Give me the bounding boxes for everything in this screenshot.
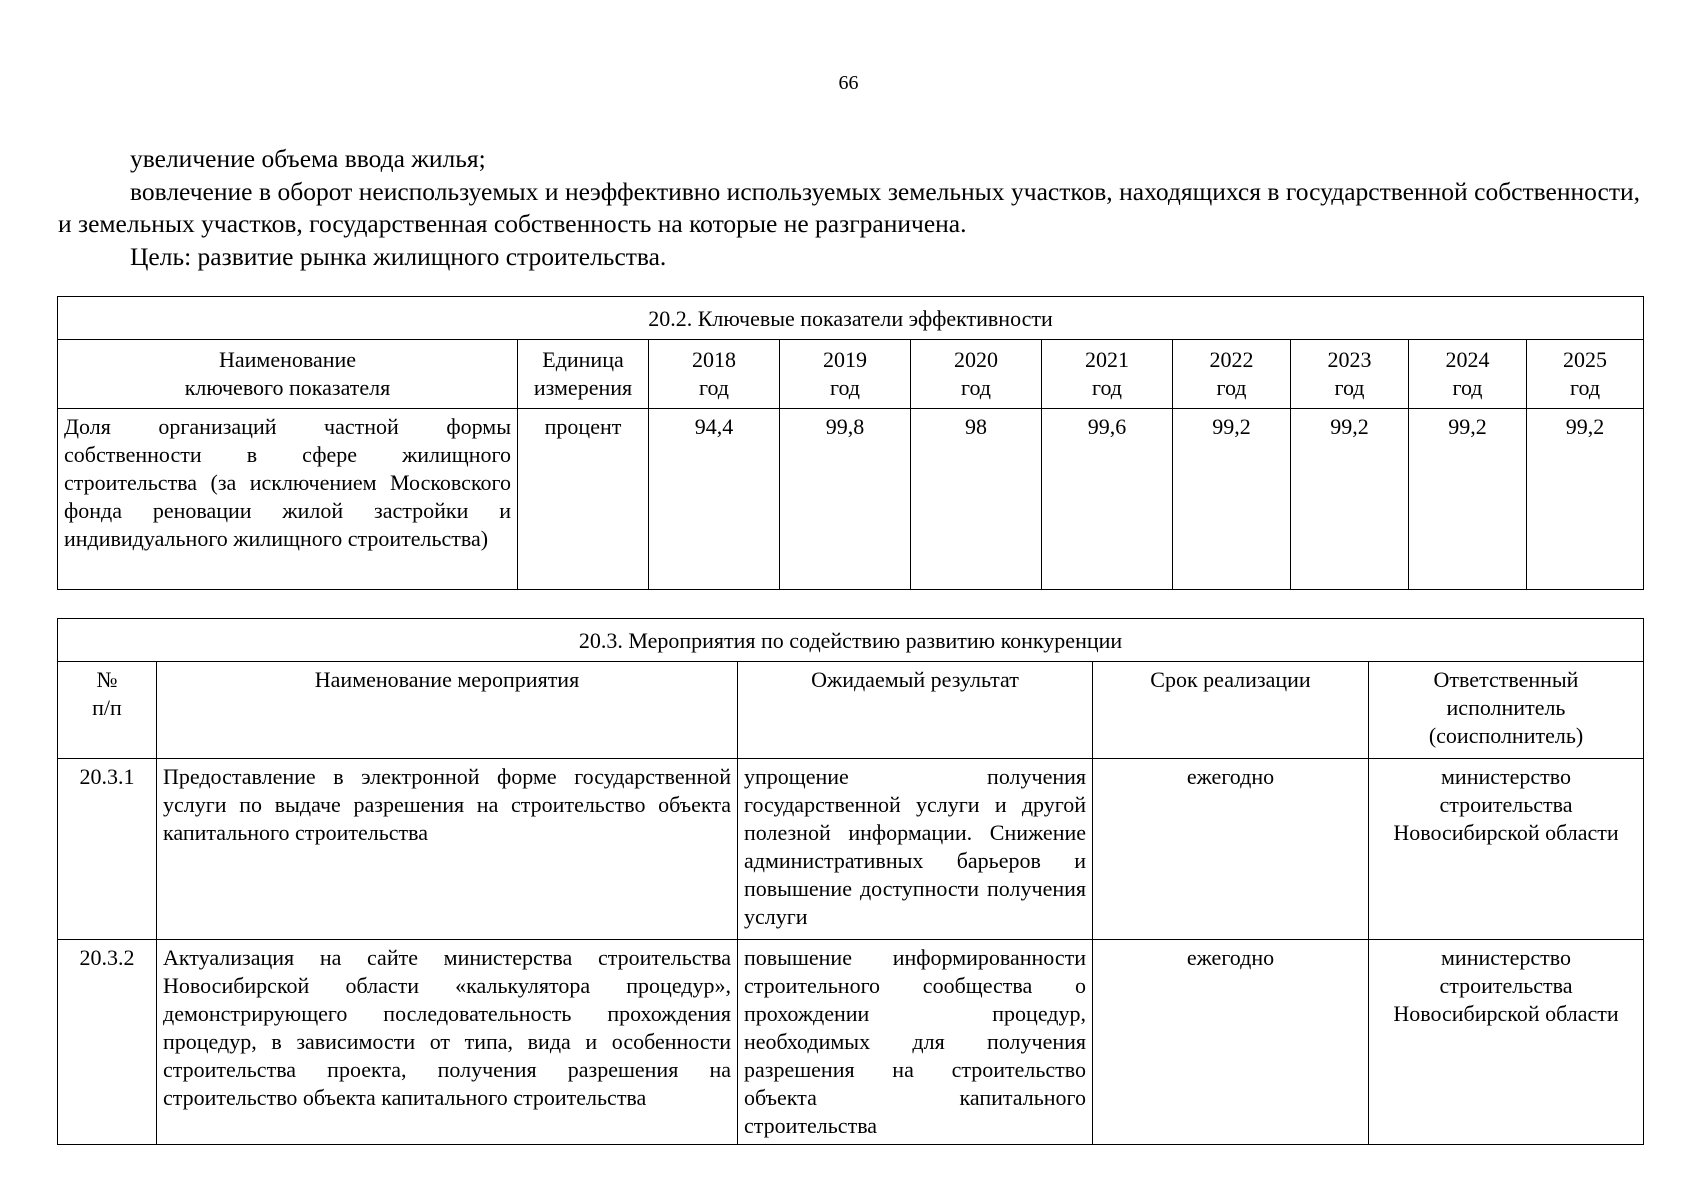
- value-2024-cell: 99,2: [1409, 409, 1527, 590]
- measures-table-caption: 20.3. Мероприятия по содействию развитию конкуренции: [58, 619, 1644, 662]
- kpi-table-header: [58, 340, 1644, 409]
- table-row: [58, 759, 1644, 940]
- indicator-unit-cell: процент: [518, 409, 649, 590]
- expected-result-cell: упрощение получения государственной услуги и другой полезной информации. Снижение административных барьеров и повышение доступности получения услуги: [738, 759, 1093, 940]
- row-number-cell: 20.3.2: [58, 940, 157, 1145]
- header-indicator-name: Наименование ключевого показателя: [58, 340, 518, 409]
- measures-table: [57, 618, 1644, 1145]
- term-cell: ежегодно: [1093, 940, 1369, 1145]
- header-year-2022: 2022 год: [1173, 340, 1291, 409]
- responsible-cell: министерство строительства Новосибирской области: [1369, 759, 1644, 940]
- header-year-2025: 2025 год: [1527, 340, 1644, 409]
- header-year-2024: 2024 год: [1409, 340, 1527, 409]
- header-expected-result: Ожидаемый результат: [738, 662, 1093, 759]
- intro-paragraph-goal: Цель: развитие рынка жилищного строительства.: [130, 241, 667, 271]
- value-2018-cell: 94,4: [649, 409, 780, 590]
- header-unit: Единица измерения: [518, 340, 649, 409]
- header-year-2019: 2019 год: [780, 340, 911, 409]
- page-number: 66: [838, 72, 859, 94]
- header-measure-name: Наименование мероприятия: [157, 662, 738, 759]
- measure-name-cell: Актуализация на сайте министерства строительства Новосибирской области «калькулятора процедур», демонстрирующего последовательность прохождения процедур, в зависимости от типа, вида и особенности строительства проекта, получения разрешения на строительство объекта капитального строительства: [157, 940, 738, 1145]
- kpi-table: [57, 296, 1644, 590]
- value-2020-cell: 98: [911, 409, 1042, 590]
- header-responsible: Ответственный исполнитель (соисполнитель): [1369, 662, 1644, 759]
- intro-paragraph-1: увеличение объема ввода жилья;: [130, 144, 486, 173]
- header-year-2020: 2020 год: [911, 340, 1042, 409]
- header-year-2021: 2021 год: [1042, 340, 1173, 409]
- value-2021-cell: 99,6: [1042, 409, 1173, 590]
- indicator-name-cell: Доля организаций частной формы собственности в сфере жилищного строительства (за исключением Московского фонда реновации жилой застройки и индивидуального жилищного строительства): [58, 409, 518, 590]
- table-row: [58, 409, 1644, 590]
- header-year-2023: 2023 год: [1291, 340, 1409, 409]
- term-cell: ежегодно: [1093, 759, 1369, 940]
- expected-result-cell: повышение информированности строительного сообщества о прохождении процедур, необходимых для получения разрешения на строительство объекта капитального строительства: [738, 940, 1093, 1145]
- value-2022-cell: 99,2: [1173, 409, 1291, 590]
- header-year-2018: 2018 год: [649, 340, 780, 409]
- measure-name-cell: Предоставление в электронной форме государственной услуги по выдаче разрешения на строительство объекта капитального строительства: [157, 759, 738, 940]
- header-number: № п/п: [58, 662, 157, 759]
- value-2019-cell: 99,8: [780, 409, 911, 590]
- header-term: Срок реализации: [1093, 662, 1369, 759]
- value-2023-cell: 99,2: [1291, 409, 1409, 590]
- intro-paragraph-2: вовлечение в оборот неиспользуемых и неэффективно используемых земельных участков, находящихся в государственной собственности, и земельных участков, государственная собственность на которые не разграничена.: [58, 176, 1640, 238]
- measures-table-header: [58, 662, 1644, 759]
- responsible-cell: министерство строительства Новосибирской области: [1369, 940, 1644, 1145]
- row-number-cell: 20.3.1: [58, 759, 157, 940]
- table-row: [58, 940, 1644, 1145]
- kpi-table-caption: 20.2. Ключевые показатели эффективности: [58, 297, 1644, 340]
- intro-text: [58, 143, 1640, 273]
- value-2025-cell: 99,2: [1527, 409, 1644, 590]
